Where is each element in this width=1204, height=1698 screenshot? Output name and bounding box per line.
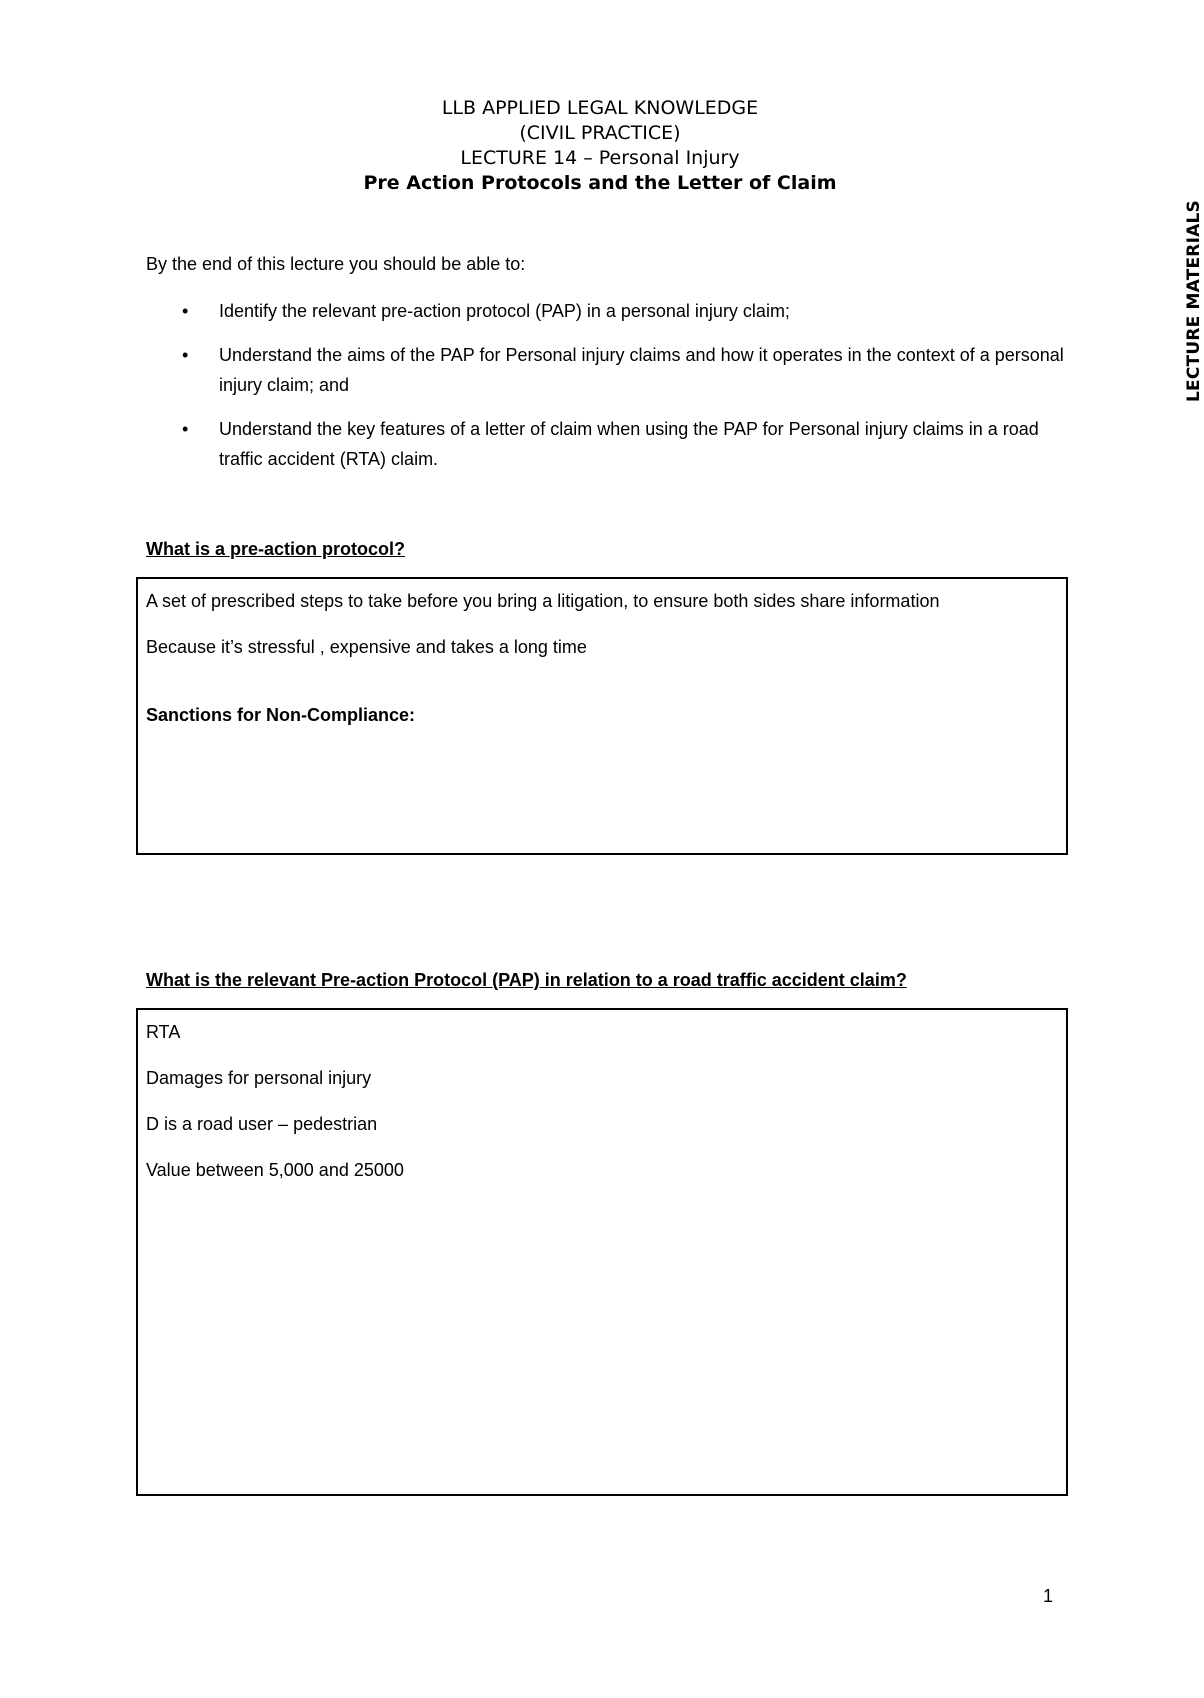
course-subtitle: (CIVIL PRACTICE) — [519, 122, 681, 144]
list-item — [146, 340, 1076, 400]
intro-text: By the end of this lecture you should be able to: — [146, 254, 526, 274]
objective-text: Understand the aims of the PAP for Personal injury claims and how it operates in the context of a personal injury claim; and — [219, 345, 1064, 395]
bullet-icon: • — [182, 301, 189, 321]
section-heading-pap: What is a pre-action protocol? — [146, 539, 406, 559]
answer-text: Damages for personal injury — [146, 1068, 372, 1088]
answer-text: Value between 5,000 and 25000 — [146, 1160, 404, 1180]
lecture-title: LECTURE 14 – Personal Injury — [460, 147, 740, 169]
answer-text: A set of prescribed steps to take before you bring a litigation, to ensure both sides share information — [146, 591, 940, 611]
bullet-icon: • — [182, 419, 189, 439]
document-title-block — [0, 96, 1200, 196]
answer-text: RTA — [146, 1022, 181, 1042]
answer-text: D is a road user – pedestrian — [146, 1114, 378, 1134]
objective-text: Understand the key features of a letter of claim when using the PAP for Personal injury claims in a road traffic accident (RTA) claim. — [219, 419, 1039, 469]
side-label: LECTURE MATERIALS — [1184, 200, 1204, 402]
lecture-topic: Pre Action Protocols and the Letter of Claim — [363, 172, 837, 194]
section-heading-rta: What is the relevant Pre-action Protocol (PAP) in relation to a road traffic accident claim? — [146, 970, 907, 990]
list-item — [146, 296, 1076, 326]
objective-text: Identify the relevant pre-action protocol (PAP) in a personal injury claim; — [219, 301, 790, 321]
course-title: LLB APPLIED LEGAL KNOWLEDGE — [441, 97, 759, 119]
objectives-list — [146, 296, 1076, 488]
answer-text: Because it’s stressful , expensive and takes a long time — [146, 637, 587, 657]
answer-box-rta[interactable] — [136, 1008, 1068, 1496]
answer-box-pap[interactable] — [136, 577, 1068, 855]
bullet-icon: • — [182, 345, 189, 365]
sanctions-label: Sanctions for Non-Compliance: — [146, 705, 416, 725]
page-number: 1 — [1043, 1586, 1054, 1606]
list-item — [146, 414, 1076, 474]
